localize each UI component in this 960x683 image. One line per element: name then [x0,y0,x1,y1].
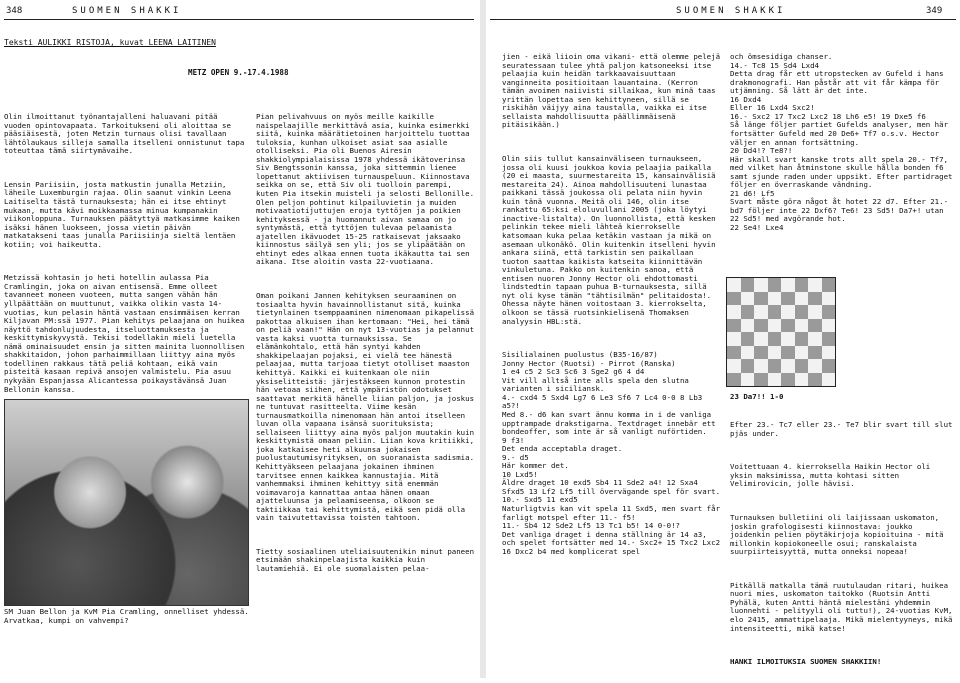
board-square [727,292,741,306]
board-square [795,305,809,319]
board-square [754,292,768,306]
board-square [822,346,836,360]
board-square [754,332,768,346]
board-square [754,278,768,292]
page-number-right: 349 [926,6,943,16]
board-square [822,292,836,306]
column-1 [4,96,248,419]
page-number-left: 348 [6,6,23,16]
board-square [808,292,822,306]
board-square [727,373,741,387]
board-square [795,292,809,306]
board-square [768,292,782,306]
board-square [822,305,836,319]
photo-bellon-cramling [4,399,249,606]
board-square [754,373,768,387]
board-square [795,332,809,346]
paragraph: Olin siis tullut kansainväliseen turnaukseen, jossa oli kuusi joukkoa kovia pelaajia paikalla (20 ei maasta, suurmestareita 15, kansainvälisiä mestareita 24). Ainoa mahdollisuuteni lunastaa paikkani tässä joukossa oli pelata niin hyvin kuin tänä vuonna. Meitä oli 146, olin itse rankattu 65:ksi eloluvullani 2005 (joka löytyi inactive-listalta). On luonnollista, että kesken pelinkin tekee mieli lähteä kierrokselle katsomaan kuka pelaa ketäkin vastaan ja mikä on asemaan ulkonäkö. Olin kuitenkin itselleni hyvin ankara siinä, että tarkistin sen paikallaan tuoton saattaa kaikista katseita kiinnittävän vinkuletuna. Pakko on kuitenkin sanoa, että entisen nuoren Jonny Hector oli ehdottomasti lindstedtin tapaan puhua B-turnauksesta, sillä nyt oli kyse tämän "tähtisilmän" pelitaidosta!. Ohessa näyte hänen voitostaan 3. kierrokselta, olkoon se tässä ruotsinkielisenä Thomaksen analyysin HBL:stä. [502,154,721,326]
board-square [822,373,836,387]
header-rule-left [4,19,474,20]
board-square [808,278,822,292]
board-square [768,278,782,292]
paragraph: jien - eikä liioin oma vikani- että olemme pelejä seuratessaan tulee yhtä paljon katsoneeksi itse pelaajia kuin heidän tarkkaavaisuuttaan vanginneita positioitaan lauantaina. (Kerron tämän avoimen naiivisti sillaikaa, kun minä taas yrittän lopettaa sen kehittyneen, sillä se riskihän väijyy aina taustalla, vaikka ei itse sellaista mahdollisuutta päällimmäisenä pitäisikään.) [502,52,725,130]
paragraph: Olin ilmoittanut työnantajalleni haluavani pitää vuoden opintovapaata. Tarkoitukseni oli aloittaa se pääsiäisestä, joten Metzin turnaus olisi tavallaan lähtölaukaus silleja samalla itselleni onnistunut tapa toteuttaa tämä siirtymävaihe. [4,112,249,156]
board-square [768,373,782,387]
board-square [741,319,755,333]
event-title: METZ OPEN 9.-17.4.1988 [188,68,289,77]
column-4b [730,404,956,683]
paragraph: Turnauksen bulletiini oli laijissaan uskomaton, joskin grafologisesti kiinnostava: joukko joidenkin pelien pöytäkirjoja kopioituina - mitä millonkin kopiokoneelle osui; ranskalaista suurpiirteisyyttä, mutta onneksi nopeaa! [730,513,949,557]
board-square [795,346,809,360]
board-square [768,346,782,360]
board-square [808,332,822,346]
board-square [795,278,809,292]
paragraph: Efter 23.- Tc7 eller 23.- Te7 blir svart till slut pjäs under. [730,420,957,438]
board-square [781,292,795,306]
paragraph: Tietty sosiaalinen uteliaisuutenikin minut paneen etsimään shakinpelaajista kaikkia kuin lautamiehiä. Ei ole suomalaisten pelaa- [256,546,479,573]
game-annotation-continued: och ömsesidiga chanser. 14.- Tc8 15 Sd4 Lxd4 Detta drag får ett utropstecken av Gufeld i hans drakmonografi. Han påstår att vit får kämpa för utjämning. Så lätt är det inte. 16 Dxd4 Eller 16 Lxd4 Sxc2! 16.- Sxc2 17 Txc2 Lxc2 18 Lh6 e5! 19 Dxe5 f6 Så länge följer partiet Gufelds analyser, men här fortsätter Gufeld med 20 De6+ Tf7 o.s.v. Hector väljer en annan fortsättning. 20 Dd4!? Te8?! Här skall svart kanske trots allt spela 20.- Tf7, med vilket han åtminstone skulle hålla bonden f6 samt sjunde raden under uppsikt. Efter partidraget följer en överraskande vändning. 21 d6! Lf5 Svart måste göra något åt hotet 22 d7. Efter 21.- bd7 följer inte 22 Dxf6? Te6! 23 Sd5! Da7+! utan 22 Sd5! med avgörande hot. 22 Se4! Lxe4 [730,52,953,233]
board-square [781,319,795,333]
board-square [808,346,822,360]
paragraph: Metzissä kohtasin jo heti hotellin aulassa Pia Cramlingin, joka on aivan entisensä. Emme olleet tavanneet moneen vuoteen, mutta sangen vähän hän yllpäättään on muuttunut, vaikka olikin vasta 14-vuotias, kun pelasin häntä vastaan ensimmäisen kerran Kiljavan PM:ssä 1977. Pian kehitys pelaajana on huikea näyttö tahdonlujuudesta, itseluottamuksesta ja keskittymiskyvystä. Tekisi todellakin mieli luetella nämä ominaisuudet ensin ja sitten mainita luonnollisen shakkitaidon, johon parhaimmillaan liittyy aina myös todellinen rakkaus tätä peliä kohtaan, eikä vain pisteitä kasaan repivä ansojen valmistelu. Pia asuu nykyään Espanjassa Alicantessa poikaystävänsä Juan Bellonin kanssa. [4,273,249,394]
board-square [727,332,741,346]
board-square [727,346,741,360]
column-3 [502,36,725,581]
column-4 [730,36,956,258]
byline: Teksti AULIKKI RISTOJA, kuvat LEENA LAITINEN [4,38,216,47]
board-square [808,319,822,333]
board-square [741,359,755,373]
board-square [795,359,809,373]
board-square [768,332,782,346]
page-header-left: SUOMEN SHAKKI [72,6,182,16]
advert-line: HANKI ILMOITUKSIA SUOMEN SHAKKIIN! [730,657,882,667]
board-square [795,319,809,333]
photo-caption: SM Juan Bellon ja KvM Pia Cramling, onnelliset yhdessä. Arvatkaa, kumpi on vahvempi? [4,607,249,625]
paragraph: Lensin Pariisiin, josta matkustin junalla Metziin, läheile Luxemburgin rajaa. Olin saanut vinkin Leena Laitiselta tästä turnauksesta; hän ei itse ehtinyt mukaan, mutta kävi moikkaamassa minua kumpanakin viikonloppuna. Turnauksen päätyttyä matkasimme kaiken isäksi hänen luokseen, jossa vietin päivän matkatakseni taas junalla Pariisiinja sieltä lentäen kotiin; voi haikeutta. [4,179,245,249]
board-square [795,373,809,387]
board-square [741,332,755,346]
board-square [727,305,741,319]
board-square [768,305,782,319]
board-square [741,292,755,306]
board-square [781,359,795,373]
board-square [822,359,836,373]
board-square [741,346,755,360]
board-square [822,332,836,346]
board-square [781,373,795,387]
board-square [754,319,768,333]
board-square [781,278,795,292]
board-square [781,346,795,360]
board-square [727,359,741,373]
paragraph: Voitettuaan 4. kierroksella Haikin Hector oli yksin maksimissa, mutta kohtasi sitten Velimirovicin, jolle hävisi. [730,462,935,489]
board-square [754,359,768,373]
board-square [781,332,795,346]
board-square [808,305,822,319]
board-square [741,278,755,292]
board-square [808,359,822,373]
board-square [822,319,836,333]
board-square [741,373,755,387]
board-square [727,278,741,292]
paragraph: Oman poikani Jannen kehityksen seuraaminen on tosiaalta hyvin havainnollistanut sitä, kuinka tietynlainen tsemppaaminen nimenomaan pikapelissä pakottaa alkuisen ihan kertomaan: "Hei, hei tämä on peliä vaan!" Hän on nyt 13-vuotias ja pelannut vasta kaksi vuotta turnauksissa. Se elämänkohtalo, että hän syntyi kahden shakkipelaajan pojaksi, ei vielä tee hänestä pelaajaa, mutta tarjoaa tietyt otolliset maaston kehittyä. Kaikki ei kuitenkaan ole niin yksiselitteistä: järjestäkseen kunnon protestin hän vetoaa siihen, että ympäristön odotukset saattavat merkitä hänelle liian paljon, ja joskus ne tuntuvat rasitteelta. Viime kesän turnausmatkoilla nimenomaan hän antoi itselleen luvan olla vapaana isänsä suorituksista; sellaiseen liittyy aina myös paljon muutakin kuin keskittymistä omaan peliin. Liian kova kritiikki, joka katkaisee heti alkuunsa jokaisen puolustautumisyrityksen, on suoranaista sadismia. Kehittyäkseen pelaajana jokainen ihminen tarvitsee ennen kaikkea kannustajia. Mitä vanhemmaksi ihminen kehittyy sitä enemmän voimavaroja kannattaa antaa hänen omaan ajatteluunsa ja pelaamiseensa, olkoon se taktiikkaa tai kehittymistä, eikä sen pidä olla vain taivutettavissa toisten tahtoon. [256,291,479,523]
page-header-right: SUOMEN SHAKKI [676,6,786,16]
paragraph: Pian pelivahvuus on myös meille kaikille naispelaajille merkittävä asia, kuinka esimerkki siitä, kuinka määrätietoinen harjoittelu tuottaa tuloksia, kunhan ulkoiset asiat saa asialle otolliseksi. Pia oli Buenos Airesin shakkiolympialaisissa 1978 yhdessä ikätoverinsa Siv Bengtssonin kanssa, joka sittemmin lienee lopettanut aktiivisen turnauspeluun. Kiinnostava seikka on se, että Siv oli tuolloin parempi, kuten Pia itsekin muisteli ja selosti Bellonille. Olen peljon pohtinut kilpailuvietin ja muiden motivaatiotijuttujen eroja tyttöjen ja poikien kehityksessä - ja huomannut aivan samaa on jo syntymästä, että tyttöjen tulevaa pelaamista ajatellen ikävuodet 15-25 ratkaisevat jaksaako kiinnostus säilyä sen yli; jos se ylipäätään on ehtinyt edes alkaa ennen tuota ikäkautta tai sen aikana. Itse aloitin vasta 22-vuotiaana. [256,112,479,267]
board-square [754,305,768,319]
board-square [808,373,822,387]
board-square [727,319,741,333]
board-square [741,305,755,319]
board-square [768,359,782,373]
board-square [781,305,795,319]
column-2 [256,96,479,599]
board-square [768,319,782,333]
game-annotation: Sisilialainen puolustus (B35-16/87) Jonny Hector (Ruotsi) - Pirrot (Ranska) 1 e4 c5 2 Sc3 Sc6 3 Sge2 g6 4 d4 Vit vill alltså inte alls spela den slutna varianten i siciliansk. 4.- cxd4 5 Sxd4 Lg7 6 Le3 Sf6 7 Lc4 0-0 8 Lb3 a5?! Med 8.- d6 kan svart ännu komma in i de vanliga upptrampade drakstigarna. Textdraget innebär ett bondeoffer, som inte är så vanligt nuförtiden. 9 f3! Det enda acceptabla draget. 9.- d5 Här kommer det. 10 Lxd5! Äldre draget 10 exd5 Sb4 11 Sde2 a4! 12 Sxa4 Sfxd5 13 Lf2 Lf5 till övervägande spel för svart. 10.- Sxd5 11 exd5 Naturligtvis kan vit spela 11 Sxd5, men svart får farligt motspel efter 11.- f5! 11.- Sb4 12 Sde2 Lf5 13 Tc1 b5! 14 0-0!? Det vanliga draget i denna ställning är 14 a3, och spelet fortsätter med 14.- Sxc2+ 15 Txc2 Lxc2 16 Dxc2 b4 med komplicerat spel [502,350,721,556]
chess-diagram [726,277,836,387]
header-rule-right [490,19,956,20]
board-square [754,346,768,360]
diagram-move: 23 Da7!! 1-0 [730,392,784,401]
paragraph: Pitkällä matkalla tämä ruutulaudan ritari, huikea nuori mies, uskomaton taitokko (Ruotsin Antti Pyhälä, kuten Antti häntä mielestäni yhdemmin luonnehti - pelityyli oli tuttu!), 24-vuotias KvM, elo 2415, ammattipelaaja. Mikä mielentyyneys, mikä intensiteetti, mikä katse! [730,580,957,633]
board-square [822,278,836,292]
left-page [0,0,480,678]
